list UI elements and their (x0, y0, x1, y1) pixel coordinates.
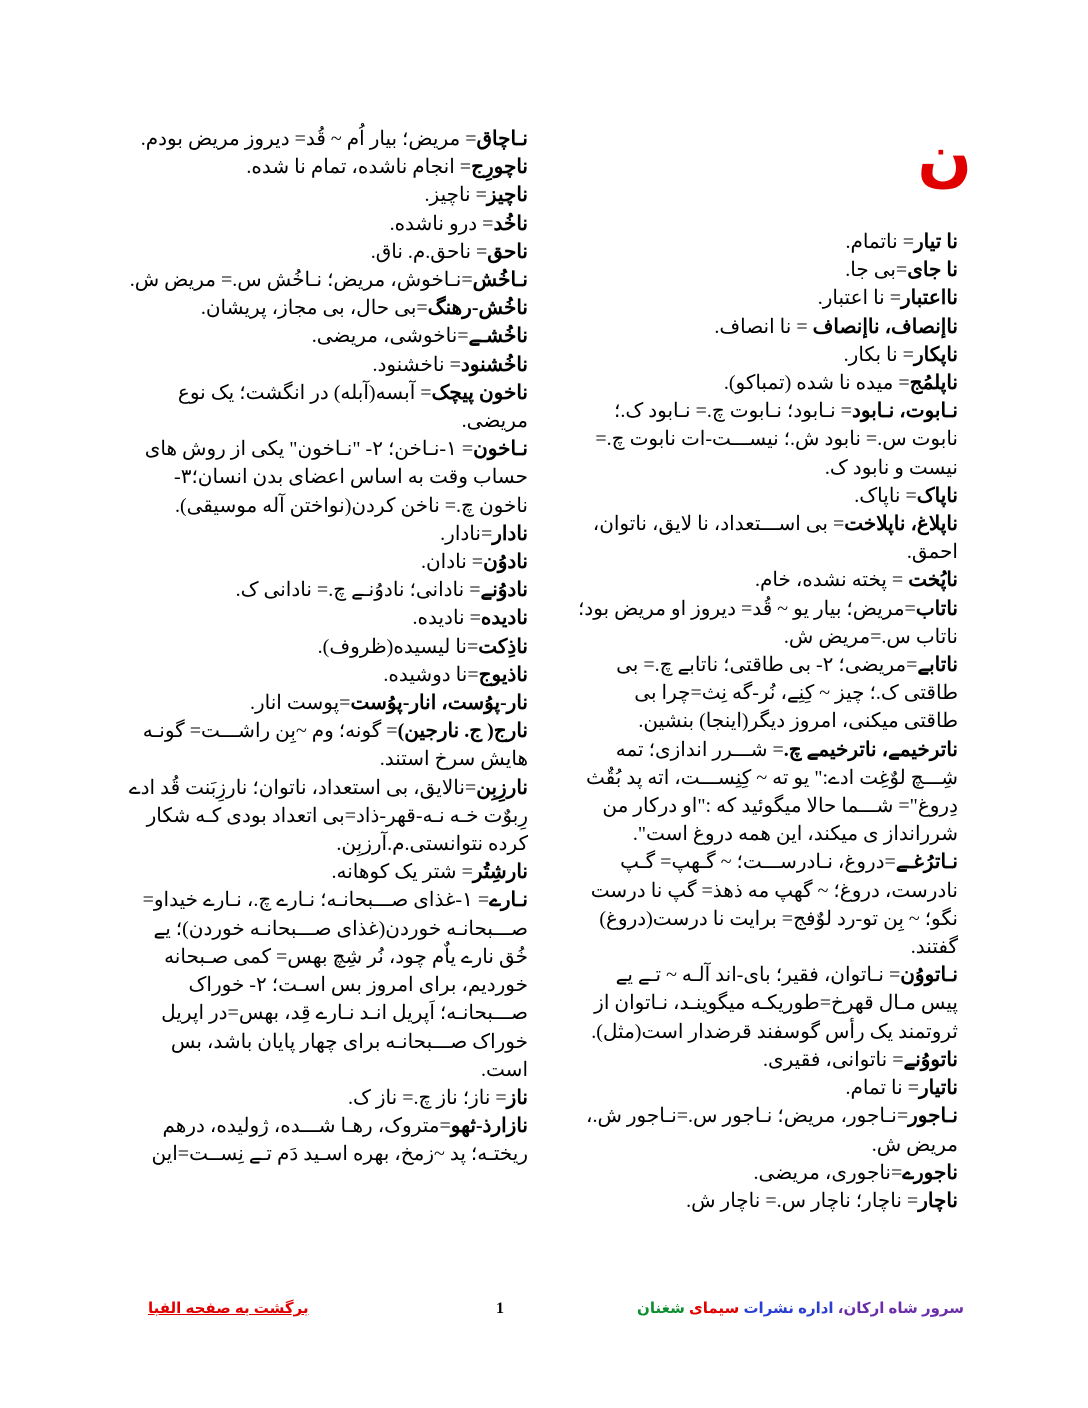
entry-headword: ناخُشنود (460, 353, 528, 376)
entry-definition: = نا تمام. (845, 1077, 919, 1100)
entry-definition: =نا لیسیده(ظروف). (317, 635, 479, 658)
dictionary-entry (125, 858, 528, 886)
entry-definition: = نا انصاف. (714, 315, 813, 338)
entry-headword: نـاخون (473, 438, 528, 461)
entry-definition: = ناز؛ ناز چ.= ناز ک. (347, 1086, 507, 1109)
entry-definition: = ناخشنود. (372, 353, 461, 376)
entry-headword: ناذیوج (478, 663, 528, 686)
entry-definition: = ۱-نـاخن؛ ۲- "نـاخون" یکی از روش های حساب وقت به اساس اعضای بدن انسان؛۳- ناخون چ.= ناخن کردن(نواختن آله موسیقی). (144, 438, 528, 517)
entry-definition: = ناچار؛ ناچار س.= ناچار ش. (686, 1189, 919, 1212)
entry-headword: نـاتووُن (900, 964, 958, 987)
entry-definition: =نالایق، بی استعداد، ناتوان؛ نارزِبَنت قُد ادے رِبوٌت خـه نـه-قهر-ذاد=بی اتعداد بودی کـه شکار کرده نتوانستی.م.آرزبِن. (128, 776, 528, 856)
dictionary-entry (125, 351, 528, 379)
entry-headword: نا جای (907, 259, 958, 282)
entry-definition: = آبسه(آبله) در انگشت؛ یک نوع مریضی. (177, 381, 528, 433)
entry-headword: ناتووُنے (903, 1048, 958, 1071)
dictionary-entry (125, 717, 528, 773)
entry-definition: =نا دوشیده. (383, 663, 479, 686)
entry-definition: = پخته نشده، خام. (755, 569, 909, 592)
dictionary-entry (125, 238, 528, 266)
entry-definition: = نادان. (420, 551, 484, 574)
dictionary-entry (576, 397, 958, 482)
credit-author: سرور شاه ارکان، (837, 1300, 964, 1317)
dictionary-entry (576, 369, 958, 397)
entry-headword: نادیده (480, 607, 528, 630)
entry-headword: نارشِتُر (472, 861, 528, 884)
dictionary-entry (125, 379, 528, 435)
dictionary-entry (125, 661, 528, 689)
entry-headword: ناذِکت (478, 635, 528, 658)
dictionary-entry (576, 1074, 958, 1102)
entry-definition: = انجام ناشده، تمام نا شده. (246, 156, 472, 179)
entry-headword: ناپکار (913, 343, 958, 366)
entry-headword: نادوُن (483, 551, 528, 574)
entry-headword: نـاخُش (472, 269, 528, 292)
entry-headword: نارج( ج. نارجین) (397, 720, 528, 743)
dictionary-entry (125, 520, 528, 548)
dictionary-entry (125, 1084, 528, 1112)
dictionary-entry (576, 341, 958, 369)
left-column (125, 125, 528, 1169)
dictionary-entry (125, 153, 528, 181)
dictionary-entry (125, 181, 528, 209)
entry-headword: ناچار (918, 1189, 958, 1212)
entry-definition: =نـاجور، مریض؛ نـاجور س.=نـاجور ش.، مریض ش. (586, 1105, 958, 1156)
entry-headword: ناحق (487, 240, 528, 263)
entry-definition: = درو ناشده. (389, 212, 494, 235)
entry-definition: = میده نا شده (تمباکو). (723, 372, 910, 395)
right-column (576, 228, 958, 1215)
entry-headword: ناخُشـے (468, 325, 528, 348)
back-to-alphabet-link[interactable]: برگشت به صفحه الفبا (148, 1300, 309, 1317)
entry-definition: = ناپاک. (854, 484, 917, 507)
dictionary-entry (576, 1102, 958, 1158)
entry-definition: = ناتوانی، فقیری. (762, 1048, 904, 1071)
entry-headword: نازارذ-ثهو (450, 1115, 528, 1138)
entry-headword: ناپلاغ، ناپلاخت (844, 513, 958, 536)
entry-definition: =مریض؛ بیار یو ~ قُد= دیروز او مریض بود؛ ناتاب س.=مریض ش. (577, 597, 958, 648)
entry-headword: ناخون پیچک (431, 381, 528, 404)
entry-definition: = شـــرر اندازی؛ تمه شِـــچ لوٌغِت ادے:" یو ته ~ کِنِســـت، اته پد بُقٌث دِروغ"= شـــما حالا میگوئید که :"او درکار من شررانداز ی میکند، این همه دروغ است". (586, 738, 958, 846)
credit-shughnan: شغنان (637, 1300, 685, 1317)
dictionary-entry (576, 1046, 958, 1074)
entry-headword: ناتیار (918, 1077, 958, 1100)
dictionary-entry (125, 548, 528, 576)
entry-headword: نارزِبِن (476, 776, 528, 799)
entry-headword: ناچورِج (471, 156, 528, 179)
dictionary-entry (576, 1159, 958, 1187)
dictionary-entry (125, 125, 528, 153)
entry-definition: = ناتمام. (845, 231, 914, 253)
entry-headword: نـاجور (908, 1105, 958, 1128)
section-letter: ن (917, 121, 972, 195)
dictionary-entry (576, 736, 958, 849)
entry-headword: ناترخیمے، ناترخیمے چ. (783, 738, 958, 761)
credit-simay: سیمای (689, 1300, 740, 1317)
entry-headword: ناجورے (902, 1161, 958, 1184)
dictionary-entry (125, 210, 528, 238)
dictionary-entry (576, 256, 958, 284)
entry-definition: =ناخوشی، مریضی. (311, 325, 469, 348)
dictionary-entry (125, 774, 528, 859)
entry-definition: = شتر یک کوهانه. (331, 861, 473, 884)
entry-definition: = گونه؛ وم ~بِن راشـــت= گونـه هایش سرخ استند. (142, 720, 528, 771)
entry-headword: نا تیار (913, 231, 958, 253)
dictionary-entry (576, 482, 958, 510)
entry-definition: = بی اســـتعداد، نا لایق، ناتوان، احمق. (592, 513, 958, 564)
entry-headword: نـاچاق (476, 128, 528, 150)
dictionary-entry (125, 604, 528, 632)
entry-definition: =نادار. (440, 522, 493, 545)
entry-definition: = نا اعتبار. (817, 287, 902, 310)
entry-headword: نار-پوُست، انار-پوُست (350, 692, 528, 715)
entry-definition: = ۱-غذای صـــبحانـه؛ نـارے چ.، نـارے خیداو= صـــبحانـه خوردن(غذای صـــبحانـه خوردن)؛ یے خُق نارے یاٌم چود، نُر شِچ بهس= کمی صـبحانه خوردیم، برای امروز بس اسـت؛ ۲- خوراک صـــبحانـه؛ اَپریل انـد نـارے قِد، بهس=در اپریل خوراک صـــبحانـه برای چهار پایان باشد، بس است. (142, 889, 528, 1081)
entry-headword: ناپلمُج (909, 372, 958, 395)
entry-headword: ناخُش-رهنگ (427, 297, 528, 320)
dictionary-entry (576, 961, 958, 1046)
entry-headword: ناز (506, 1086, 528, 1109)
entry-headword: نـارے (489, 889, 528, 912)
entry-headword: ناتابے (917, 654, 958, 677)
entry-headword: ناپُخت (908, 569, 958, 592)
page-number: 1 (496, 1300, 504, 1317)
entry-headword: ناخُد (493, 212, 528, 235)
entry-headword: ناتاب (915, 597, 958, 620)
entry-headword: ناإنصاف، ناإنصاف (812, 315, 958, 338)
entry-headword: نااعتبار (901, 287, 958, 310)
dictionary-entry (125, 294, 528, 322)
dictionary-entry (576, 510, 958, 566)
entry-definition: = نادانی؛ نادوُنـے چ.= نادانی ک. (235, 579, 481, 602)
dictionary-entry (576, 228, 958, 256)
dictionary-entry (576, 595, 958, 651)
entry-definition: = مریض؛ بیار اُم ~ قُد= دیروز مریض بودم. (140, 128, 477, 150)
dictionary-entry (125, 689, 528, 717)
footer-credit (637, 1300, 964, 1318)
credit-publisher: اداره نشرات (743, 1300, 834, 1317)
entry-definition: = نـاتوان، فقیر؛ بای-اند آلـه ~ تـے یے پیس مـال قهرخ=طوریکـه میگوینـد، نـاتوان از ثروتمند یک رأس گوسفند قرضدار است(مثل). (591, 964, 958, 1043)
entry-headword: ناپاک (916, 484, 958, 507)
entry-headword: ناچیز (486, 184, 528, 207)
entry-headword: نـاترُغـے (895, 851, 958, 874)
entry-definition: =ناجوری، مریضی. (753, 1161, 903, 1184)
dictionary-entry (576, 566, 958, 594)
entry-definition: = ناچیز. (424, 184, 487, 207)
dictionary-entry (125, 435, 528, 520)
dictionary-entry (125, 886, 528, 1083)
dictionary-entry (125, 266, 528, 294)
entry-definition: = نـابود؛ نـابوت چ.= نـابود ک.؛ نابوت س.= نابود ش.؛ نیســـت-ات نابوت چ.= نیست و نابود ک. (595, 400, 958, 479)
dictionary-entry (576, 848, 958, 961)
entry-definition: =مریضی؛ ۲- بی طاقتی؛ ناتابے چ.= بی طاقتی ک.؛ چیز ~ کِنِے، نُر-گه نِث=چرا بی طاقتی میکنی، امروز دیگر(اینجا) بنشین. (616, 654, 958, 733)
entry-headword: نادوُنے (480, 579, 528, 602)
entry-definition: = نا بکار. (843, 343, 914, 366)
entry-definition: =پوست انار. (249, 692, 351, 715)
entry-definition: =متروک، رهـا شـــده، ژولیده، درهم ریختـه؛ پد ~زمخ، بهره اسـید دَم تـے نِســت=این (151, 1115, 528, 1166)
entry-definition: = نادیده. (412, 607, 481, 630)
dictionary-entry (125, 576, 528, 604)
dictionary-entry (125, 633, 528, 661)
entry-definition: =بی جا. (845, 259, 908, 282)
dictionary-entry (125, 322, 528, 350)
entry-definition: =نـاخوش، مریض؛ نـاخُش س.= مریض ش. (129, 269, 473, 292)
entry-headword: نـابوت، نـابود (851, 400, 958, 423)
dictionary-entry (576, 284, 958, 312)
dictionary-entry (576, 313, 958, 341)
entry-definition: = ناحق.م. ناق. (370, 240, 488, 263)
entry-definition: =بی حال، بی مجاز، پریشان. (200, 297, 428, 320)
entry-definition: =دروغ، نـادرســـت؛ ~ گـهپ= گـپ نادرست، دروغ؛ ~ گهپ مه ذهذ= گپ نا درست نگو؛ ~ بِن تو-رد لوٌفج= برایت نا درست(دروغ) گفتند. (590, 851, 958, 959)
dictionary-entry (576, 1187, 958, 1215)
dictionary-entry (125, 1112, 528, 1168)
entry-headword: نادار (492, 522, 528, 545)
dictionary-entry (576, 651, 958, 736)
